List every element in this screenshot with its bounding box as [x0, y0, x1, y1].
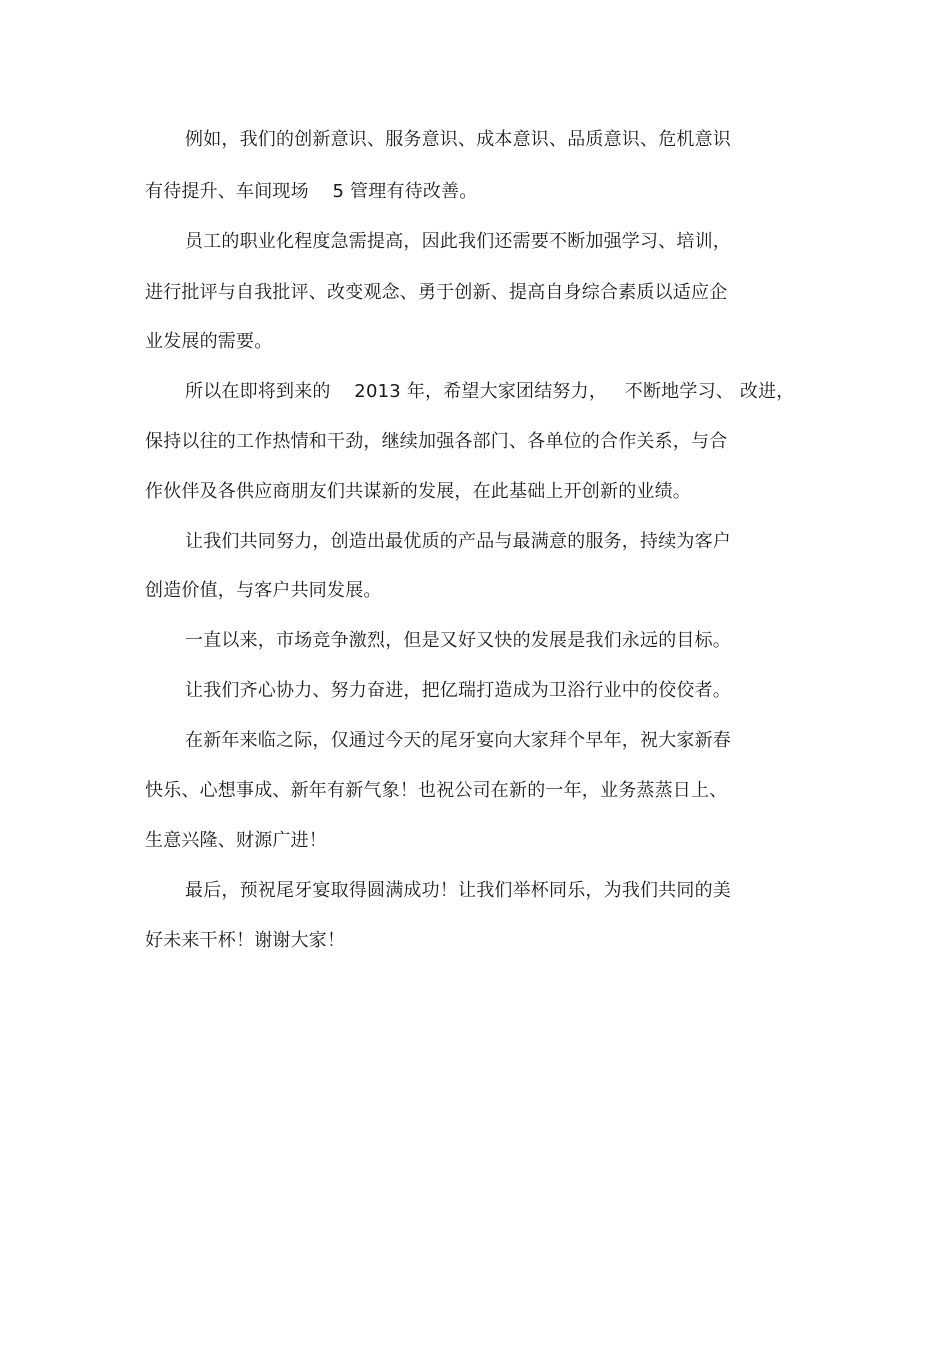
- paragraph-line: 例如，我们的创新意识、服务意识、成本意识、品质意识、危机意识: [185, 129, 731, 150]
- paragraph-line: 进行批评与自我批评、改变观念、勇于创新、提高自身综合素质以适应企: [145, 282, 728, 303]
- paragraph-line: 在新年来临之际，仅通过今天的尾牙宴向大家拜个早年，祝大家新春: [185, 730, 731, 751]
- paragraph-line: 有待提升、车间现场 5 管理有待改善。: [145, 181, 478, 202]
- paragraph-line: 生意兴隆、财源广进！: [145, 830, 327, 851]
- paragraph-line: 保持以往的工作热情和干劲，继续加强各部门、各单位的合作关系，与合: [145, 431, 728, 452]
- paragraph-line: 一直以来，市场竞争激烈，但是又好又快的发展是我们永远的目标。: [185, 630, 731, 651]
- paragraph-line: 业发展的需要。: [145, 331, 273, 352]
- paragraph-line: 创造价值，与客户共同发展。: [145, 580, 382, 601]
- paragraph-line: 让我们齐心协力、努力奋进，把亿瑞打造成为卫浴行业中的佼佼者。: [185, 680, 731, 701]
- paragraph-line: 快乐、心想事成、新年有新气象！也祝公司在新的一年，业务蒸蒸日上、: [145, 780, 728, 801]
- paragraph-line: 最后，预祝尾牙宴取得圆满成功！让我们举杯同乐，为我们共同的美: [185, 880, 731, 901]
- paragraph-line: 员工的职业化程度急需提高，因此我们还需要不断加强学习、培训，: [185, 231, 731, 252]
- paragraph-line: 让我们共同努力，创造出最优质的产品与最满意的服务，持续为客户: [185, 531, 731, 552]
- paragraph-line: 作伙伴及各供应商朋友们共谋新的发展，在此基础上开创新的业绩。: [145, 481, 691, 502]
- paragraph-line: 所以在即将到来的 2013 年，希望大家团结努力， 不断地学习、 改进，: [185, 381, 795, 402]
- paragraph-line: 好未来干杯！谢谢大家！: [145, 930, 346, 951]
